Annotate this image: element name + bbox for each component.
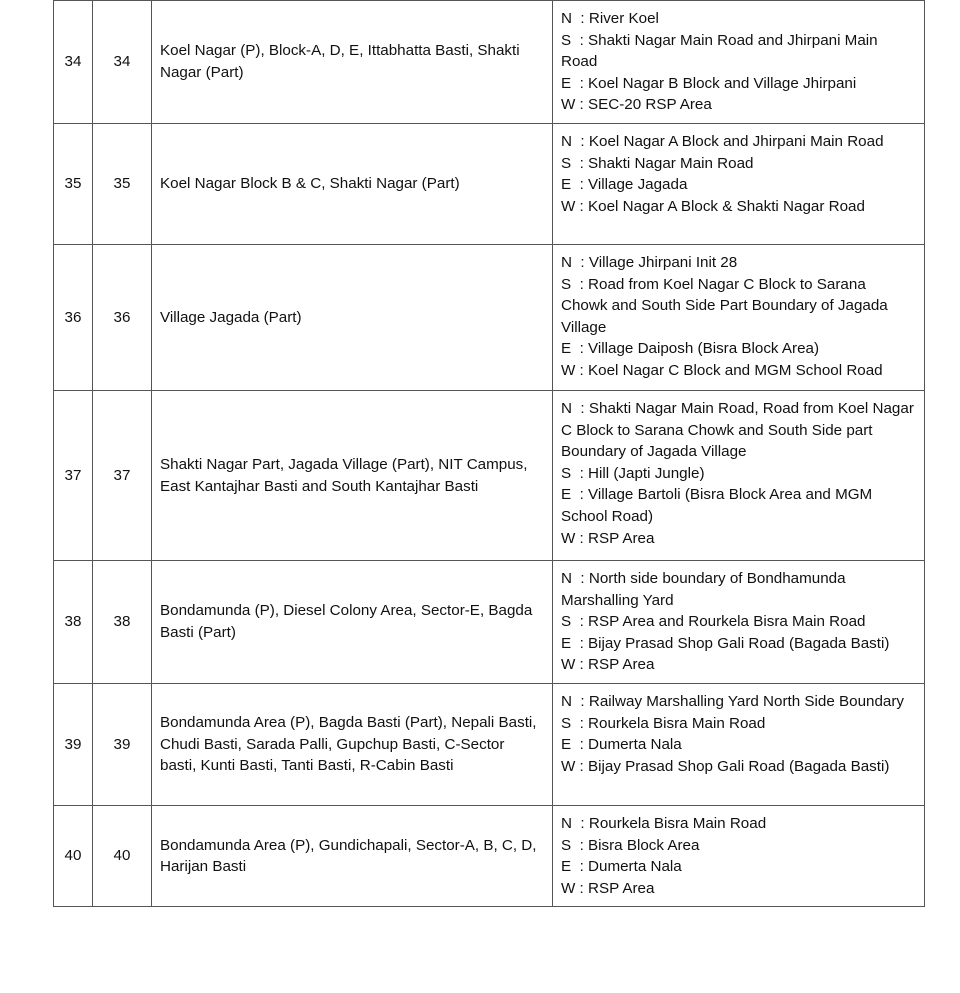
ward-number-cell: 34 <box>93 1 152 124</box>
ward-boundary-table <box>53 0 925 907</box>
table-row <box>54 805 925 906</box>
boundary-text: Koel Nagar A Block and Jhirpani Main Road <box>588 133 884 150</box>
serial-number-cell: 36 <box>54 245 93 391</box>
ward-area-cell: Bondamunda (P), Diesel Colony Area, Sector-E, Bagda Basti (Part) <box>152 561 553 684</box>
boundary-w-line <box>561 94 916 116</box>
ward-number-cell: 37 <box>93 391 152 561</box>
boundary-text: Railway Marshalling Yard North Side Boundary <box>588 692 905 710</box>
boundary-text: RSP Area <box>588 879 655 897</box>
ward-area-cell: Bondamunda Area (P), Gundichapali, Sector-A, B, C, D, Harijan Basti <box>152 805 553 906</box>
boundary-n-line <box>561 8 916 30</box>
direction-label: N : <box>561 400 585 417</box>
direction-label: E : <box>561 176 584 194</box>
direction-label: W : <box>561 757 584 775</box>
boundary-text: Rourkela Bisra Main Road <box>588 714 766 732</box>
table-row <box>54 683 925 805</box>
table-body <box>54 1 925 907</box>
boundary-cell <box>553 245 925 391</box>
boundary-text: River Koel <box>588 10 659 27</box>
boundary-s-line <box>561 713 916 735</box>
ward-number-cell: 40 <box>93 805 152 906</box>
table-row <box>54 391 925 561</box>
direction-label: W : <box>561 879 584 897</box>
serial-number-cell: 39 <box>54 683 93 805</box>
direction-label: S : <box>561 275 584 293</box>
direction-label: N : <box>561 570 585 587</box>
table-row <box>54 1 925 124</box>
direction-label: S : <box>561 714 584 732</box>
direction-label: E : <box>561 486 584 504</box>
boundary-text: Road from Koel Nagar C Block to Sarana Chowk and South Side Part Boundary of Jagada Village <box>561 275 888 336</box>
table-row <box>54 245 925 391</box>
direction-label: N : <box>561 692 585 710</box>
direction-label: E : <box>561 736 584 754</box>
boundary-s-line <box>561 835 916 857</box>
boundary-w-line <box>561 756 916 778</box>
boundary-text: Village Daiposh (Bisra Block Area) <box>588 340 820 358</box>
boundary-w-line <box>561 196 916 218</box>
boundary-text: Shakti Nagar Main Road <box>588 154 754 172</box>
direction-label: S : <box>561 154 584 172</box>
ward-number-cell: 38 <box>93 561 152 684</box>
serial-number-cell: 35 <box>54 124 93 245</box>
direction-label: W : <box>561 197 584 215</box>
ward-area-cell: Bondamunda Area (P), Bagda Basti (Part), Nepali Basti, Chudi Basti, Sarada Palli, Gupchup Basti, C-Sector basti, Kunti Basti, Tanti Basti, R-Cabin Basti <box>152 683 553 805</box>
boundary-n-line <box>561 691 916 713</box>
boundary-text: Village Bartoli (Bisra Block Area and MGM School Road) <box>561 486 873 525</box>
table-row <box>54 124 925 245</box>
boundary-e-line <box>561 856 916 878</box>
boundary-cell <box>553 561 925 684</box>
boundary-text: Bisra Block Area <box>588 836 700 854</box>
boundary-text: RSP Area <box>588 529 655 547</box>
direction-label: S : <box>561 613 584 631</box>
boundary-s-line <box>561 274 916 339</box>
boundary-s-line <box>561 153 916 175</box>
boundary-e-line <box>561 633 916 655</box>
boundary-text: Dumerta Nala <box>588 858 682 876</box>
boundary-s-line <box>561 463 916 485</box>
boundary-n-line <box>561 568 916 611</box>
boundary-text: Hill (Japti Jungle) <box>588 464 705 482</box>
boundary-s-line <box>561 611 916 633</box>
ward-number-cell: 36 <box>93 245 152 391</box>
boundary-text: Village Jhirpani Init 28 <box>588 254 738 271</box>
boundary-text: Shakti Nagar Main Road and Jhirpani Main Road <box>561 31 878 71</box>
direction-label: W : <box>561 96 584 114</box>
boundary-n-line <box>561 813 916 835</box>
direction-label: W : <box>561 361 584 379</box>
serial-number-cell: 37 <box>54 391 93 561</box>
boundary-text: RSP Area and Rourkela Bisra Main Road <box>588 613 866 631</box>
serial-number-cell: 34 <box>54 1 93 124</box>
boundary-text: Village Jagada <box>588 176 688 194</box>
ward-area-cell: Koel Nagar (P), Block-A, D, E, Ittabhatta Basti, Shakti Nagar (Part) <box>152 1 553 124</box>
direction-label: N : <box>561 10 585 27</box>
direction-label: N : <box>561 814 585 832</box>
boundary-cell <box>553 1 925 124</box>
direction-label: W : <box>561 656 584 674</box>
boundary-text: Koel Nagar B Block and Village Jhirpani <box>588 74 857 92</box>
direction-label: N : <box>561 133 585 150</box>
direction-label: S : <box>561 464 584 482</box>
direction-label: E : <box>561 634 584 652</box>
boundary-text: Koel Nagar A Block & Shakti Nagar Road <box>588 197 865 215</box>
serial-number-cell: 40 <box>54 805 93 906</box>
boundary-w-line <box>561 654 916 676</box>
boundary-cell <box>553 391 925 561</box>
boundary-cell <box>553 683 925 805</box>
boundary-n-line <box>561 252 916 274</box>
boundary-cell <box>553 805 925 906</box>
boundary-text: Rourkela Bisra Main Road <box>588 814 767 832</box>
ward-number-cell: 39 <box>93 683 152 805</box>
boundary-e-line <box>561 174 916 196</box>
ward-area-cell: Koel Nagar Block B & C, Shakti Nagar (Part) <box>152 124 553 245</box>
table-row <box>54 561 925 684</box>
boundary-n-line <box>561 398 916 463</box>
boundary-s-line <box>561 30 916 73</box>
boundary-text: North side boundary of Bondhamunda Marshalling Yard <box>561 570 846 609</box>
boundary-text: Bijay Prasad Shop Gali Road (Bagada Basti) <box>588 757 890 775</box>
boundary-text: Shakti Nagar Main Road, Road from Koel Nagar C Block to Sarana Chowk and South Side part Boundary of Jagada Village <box>561 400 914 461</box>
direction-label: S : <box>561 836 584 854</box>
serial-number-cell: 38 <box>54 561 93 684</box>
boundary-e-line <box>561 73 916 95</box>
boundary-text: Bijay Prasad Shop Gali Road (Bagada Basti) <box>588 634 890 652</box>
boundary-e-line <box>561 734 916 756</box>
boundary-e-line <box>561 338 916 360</box>
boundary-text: Dumerta Nala <box>588 736 682 754</box>
direction-label: E : <box>561 74 584 92</box>
boundary-w-line <box>561 878 916 900</box>
direction-label: N : <box>561 254 585 271</box>
ward-number-cell: 35 <box>93 124 152 245</box>
direction-label: W : <box>561 529 584 547</box>
boundary-w-line <box>561 360 916 382</box>
boundary-e-line <box>561 484 916 527</box>
boundary-text: SEC-20 RSP Area <box>588 96 712 114</box>
boundary-text: Koel Nagar C Block and MGM School Road <box>588 361 883 379</box>
direction-label: E : <box>561 858 584 876</box>
boundary-w-line <box>561 528 916 550</box>
ward-area-cell: Shakti Nagar Part, Jagada Village (Part), NIT Campus, East Kantajhar Basti and South Kantajhar Basti <box>152 391 553 561</box>
direction-label: S : <box>561 31 584 49</box>
boundary-text: RSP Area <box>588 656 655 674</box>
boundary-n-line <box>561 131 916 153</box>
ward-area-cell: Village Jagada (Part) <box>152 245 553 391</box>
direction-label: E : <box>561 340 584 358</box>
boundary-cell <box>553 124 925 245</box>
